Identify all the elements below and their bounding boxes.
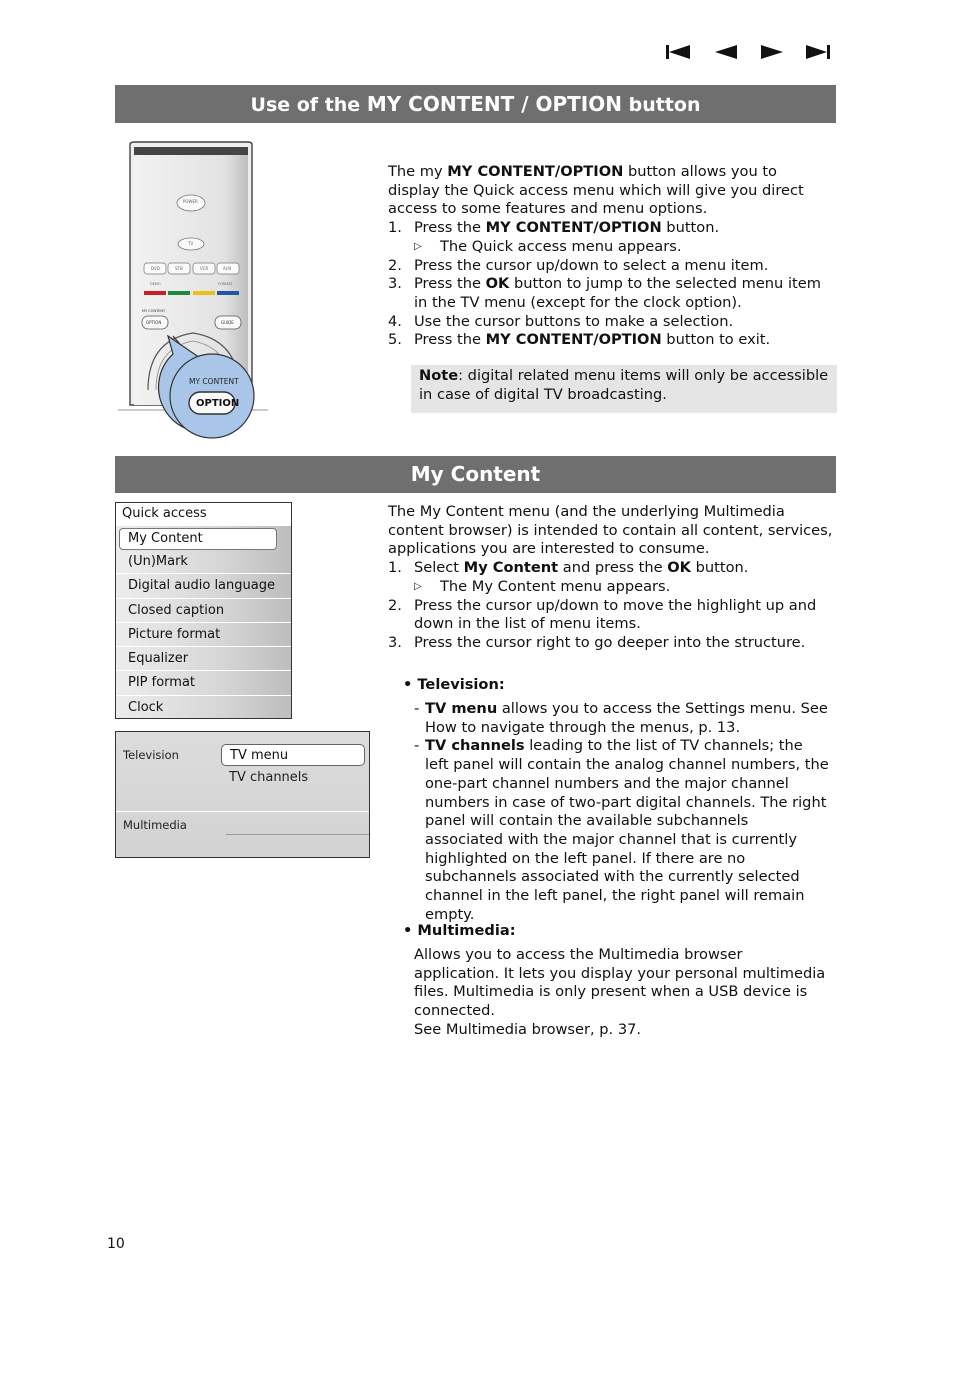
section-heading-my-content: My Content: [115, 456, 836, 493]
my-content-option-instructions: [388, 163, 833, 350]
television-bullet: [403, 676, 833, 695]
remote-aux-button: AUX: [223, 266, 232, 271]
multimedia-see-also: See Multimedia browser, p. 37.: [414, 1020, 642, 1038]
next-page-icon[interactable]: [761, 44, 783, 64]
my-content-steps: [388, 559, 833, 653]
remote-guide-button: GUIDE: [221, 320, 234, 325]
menu-item-unmark[interactable]: (Un)Mark: [116, 550, 291, 574]
menu-item-closed-caption[interactable]: Closed caption: [116, 599, 291, 623]
my-content-browser: [115, 731, 370, 858]
section-heading-my-content-option: Use of the MY CONTENT / OPTION button: [115, 85, 836, 123]
tv-menu-description: - TV menu allows you to access the Settings menu. See How to navigate through the menus, p. 13.: [414, 700, 828, 736]
browser-divider: [226, 834, 369, 835]
page-number: 10: [107, 1236, 125, 1252]
quick-access-menu: [115, 502, 292, 719]
multimedia-text: Allows you to access the Multimedia browser application. It lets you display your personal multimedia files. Multimedia is only present when a USB device is connected.: [414, 946, 826, 1020]
triangle-bullet-icon: ▷: [414, 580, 422, 592]
browser-item-television[interactable]: Television: [123, 748, 179, 762]
menu-item-digital-audio-language[interactable]: Digital audio language: [116, 574, 291, 598]
callout-my-content-label: MY CONTENT: [189, 377, 239, 386]
page-navigation: [666, 44, 832, 64]
my-content-instructions: [388, 503, 833, 653]
menu-item-pip-format[interactable]: PIP format: [116, 671, 291, 695]
triangle-bullet-icon: ▷: [414, 240, 422, 252]
remote-vcr-button: VCR: [200, 266, 209, 271]
menu-item-equalizer[interactable]: Equalizer: [116, 647, 291, 671]
first-page-icon[interactable]: [666, 44, 692, 64]
browser-divider: [116, 811, 369, 812]
remote-control-illustration: [118, 140, 273, 450]
menu-item-clock[interactable]: Clock: [128, 699, 164, 715]
mc-step-1-result: ▷ The My Content menu appears.: [414, 577, 671, 595]
intro-paragraph: The my MY CONTENT/OPTION button allows you to display the Quick access menu which will give you direct access to some features and menu options.: [388, 163, 804, 218]
remote-tv-button: TV: [188, 241, 194, 246]
mc-step-1: 1. Select My Content and press the OK button.: [388, 559, 749, 577]
television-heading: • Television:: [403, 676, 505, 693]
browser-item-tv-channels[interactable]: TV channels: [229, 770, 309, 785]
television-subitems: [414, 700, 830, 924]
menu-item-my-content[interactable]: My Content: [119, 528, 277, 550]
step-1-result: ▷ The Quick access menu appears.: [414, 237, 682, 255]
steps-list: [388, 219, 833, 350]
mc-step-3: 3. Press the cursor right to go deeper into the structure.: [388, 633, 806, 651]
quick-access-title: Quick access: [116, 503, 291, 525]
remote-power-button: POWER: [183, 199, 198, 204]
remote-dvd-button: DVD: [151, 266, 160, 271]
multimedia-heading: • Multimedia:: [403, 922, 516, 939]
prev-page-icon[interactable]: [715, 44, 737, 64]
remote-option-button: OPTION: [146, 320, 162, 325]
tv-channels-description: - TV channels leading to the list of TV channels; the left panel will contain the analog channel numbers, the one-part channel numbers and the major channel numbers in case of two-part digital channels. The right panel will contain the available subchannels associated with the major channel that is currently highlighted on the left panel. If there are no subchannels associated with the currently selected channel in the left panel, the right panel will remain empty.: [414, 737, 829, 923]
multimedia-bullet: [403, 922, 833, 941]
my-content-intro: The My Content menu (and the underlying Multimedia content browser) is intended to contain all content, services, applications you are interested to consume.: [388, 503, 833, 558]
menu-item-picture-format[interactable]: Picture format: [116, 623, 291, 647]
multimedia-description: [414, 946, 832, 1040]
step-5: 5. Press the MY CONTENT/OPTION button to exit.: [388, 331, 771, 349]
remote-my-content-label: MY CONTENT: [142, 309, 166, 313]
step-3: 3. Press the OK button to jump to the selected menu item in the TV menu (except for the clock option).: [388, 275, 821, 311]
step-2: 2. Press the cursor up/down to select a menu item.: [388, 256, 769, 274]
remote-demo-label: DEMO: [150, 282, 161, 286]
browser-item-tv-menu[interactable]: TV menu: [221, 744, 365, 766]
mc-step-2: 2. Press the cursor up/down to move the highlight up and down in the list of menu items.: [388, 596, 817, 633]
last-page-icon[interactable]: [806, 44, 832, 64]
browser-item-multimedia[interactable]: Multimedia: [123, 818, 187, 832]
step-4: 4. Use the cursor buttons to make a selection.: [388, 312, 734, 330]
remote-stb-button: STB: [175, 266, 183, 271]
step-1: 1. Press the MY CONTENT/OPTION button.: [388, 219, 720, 237]
note-box: Note: digital related menu items will only be accessible in case of digital TV broadcasting.: [411, 365, 837, 413]
callout-option-button: OPTION: [196, 398, 240, 409]
remote-format-label: FORMAT: [218, 282, 233, 286]
quick-access-items: [116, 526, 291, 718]
